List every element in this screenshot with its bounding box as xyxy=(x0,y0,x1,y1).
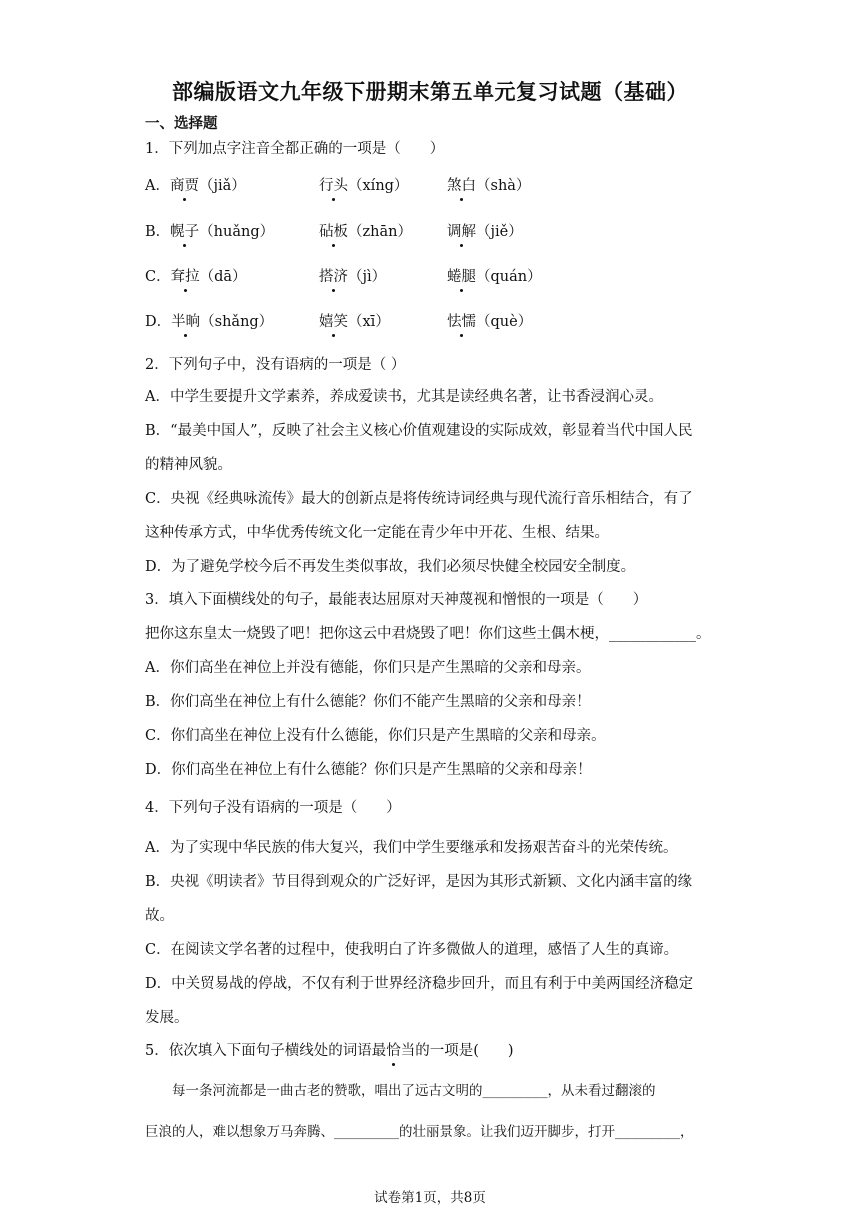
q1-option-dot: 调解 xyxy=(447,224,476,240)
q1-option-b-item-1 xyxy=(145,222,274,242)
q3-option-b: B．你们高坐在神位上有什么德能？你们不能产生黑暗的父亲和母亲！ xyxy=(145,694,591,710)
q2-option-c-line2: 这种传承方式，中华优秀传统文化一定能在青少年中开花、生根、结果。 xyxy=(145,525,609,541)
section-heading: 一、选择题 xyxy=(145,116,218,132)
q4-option-b-line1: B．央视《明读者》节目得到观众的广泛好评，是因为其形式新颖、文化内涵丰富的缘 xyxy=(145,874,693,890)
q1-option-post: （què） xyxy=(476,314,533,330)
q1-option-dot: 怯懦 xyxy=(447,314,476,330)
q1-option-post: （xíng） xyxy=(348,178,409,194)
q1-option-a-item-3 xyxy=(447,176,530,196)
q3-quote: 把你这东皇太一烧毁了吧！把你这云中君烧毁了吧！你们这些土偶木梗，____________。 xyxy=(145,626,711,642)
q1-option-a-item-2 xyxy=(319,176,408,196)
q4-option-d-line2: 发展。 xyxy=(145,1010,189,1026)
q5-passage-line2: 巨浪的人，难以想象万马奔腾、________的壮丽景象。让我们迈开脚步，打开________， xyxy=(145,1124,694,1140)
q1-stem: 1．下列加点字注音全都正确的一项是（ ） xyxy=(145,141,445,157)
q1-option-post: （jì） xyxy=(348,269,387,285)
q4-option-a: A．为了实现中华民族的伟大复兴，我们中学生要继承和发扬艰苦奋斗的光荣传统。 xyxy=(145,840,678,856)
q1-option-pre: C． xyxy=(145,269,171,285)
q1-option-dot: 耷拉 xyxy=(170,269,200,285)
q1-option-dot: 嬉笑 xyxy=(319,314,348,330)
q2-option-a: A．中学生要提升文学素养，养成爱读书，尤其是读经典名著，让书香浸润心灵。 xyxy=(145,389,663,405)
q1-option-post: （dā） xyxy=(199,269,247,285)
q1-option-post: （jiǎ） xyxy=(198,178,246,194)
page-title: 部编版语文九年级下册期末第五单元复习试题（基础） xyxy=(172,80,688,104)
q2-stem: 2．下列句子中，没有语病的一项是（ ） xyxy=(145,357,406,373)
q2-option-d: D．为了避免学校今后不再发生类似事故，我们必须尽快健全校园安全制度。 xyxy=(145,559,636,575)
q1-option-post: （shǎng） xyxy=(200,314,274,330)
q1-option-dot: 商贾 xyxy=(169,178,199,194)
q3-option-d: D．你们高坐在神位上有什么德能？你们只是产生黑暗的父亲和母亲！ xyxy=(145,762,592,778)
q2-option-c-line1: C．央视《经典咏流传》最大的创新点是将传统诗词经典与现代流行音乐相结合，有了 xyxy=(145,491,693,507)
q1-option-dot: 行头 xyxy=(319,178,348,194)
q2-option-b-line1: B．“最美中国人”，反映了社会主义核心价值观建设的实际成效，彰显着当代中国人民 xyxy=(145,423,693,439)
q1-option-post: （jiě） xyxy=(476,224,523,240)
q1-option-c-item-1 xyxy=(145,267,247,287)
q1-option-post: （quán） xyxy=(476,269,542,285)
q1-option-dot: 砧板 xyxy=(319,224,348,240)
q1-option-pre: A． xyxy=(145,178,170,194)
q5-stem-dotted: 恰 xyxy=(386,1043,401,1059)
q3-option-c: C．你们高坐在神位上没有什么德能，你们只是产生黑暗的父亲和母亲。 xyxy=(145,728,606,744)
q1-option-post: （xī） xyxy=(348,314,390,330)
q5-stem-post: 当的一项是( ) xyxy=(400,1043,514,1059)
q1-option-b-item-2 xyxy=(319,222,412,242)
q1-option-c-item-3 xyxy=(447,267,542,287)
q4-option-c: C．在阅读文学名著的过程中，使我明白了许多微做人的道理，感悟了人生的真谛。 xyxy=(145,942,679,958)
q1-option-pre: D． xyxy=(145,314,172,330)
q1-option-d-item-3 xyxy=(447,312,532,332)
q5-passage-line1: 每一条河流都是一曲古老的赞歌，唱出了远古文明的________，从未看过翻滚的 xyxy=(145,1083,656,1099)
q1-option-dot: 半晌 xyxy=(171,314,201,330)
q1-option-a-item-1 xyxy=(145,176,246,196)
q3-option-a: A．你们高坐在神位上并没有德能，你们只是产生黑暗的父亲和母亲。 xyxy=(145,660,591,676)
q1-option-post: （shà） xyxy=(476,178,531,194)
q1-option-d-item-1 xyxy=(145,312,273,332)
q4-option-d-line1: D．中关贸易战的停战，不仅有利于世界经济稳步回升，而且有利于中美两国经济稳定 xyxy=(145,976,694,992)
q2-option-b-line2: 的精神风貌。 xyxy=(145,457,232,473)
q1-option-dot: 蜷腿 xyxy=(447,269,476,285)
q5-stem-pre: 5．依次填入下面句子横线处的词语最 xyxy=(145,1043,387,1059)
q1-option-post: （zhān） xyxy=(348,224,412,240)
q1-option-post: （huǎng） xyxy=(199,224,275,240)
q5-stem xyxy=(145,1041,514,1061)
q1-option-pre: B． xyxy=(145,224,171,240)
q1-option-dot: 幌子 xyxy=(170,224,200,240)
q1-option-d-item-2 xyxy=(319,312,390,332)
q1-option-dot: 煞白 xyxy=(447,178,476,194)
q4-stem: 4．下列句子没有语病的一项是（ ） xyxy=(145,800,401,816)
q4-option-b-line2: 故。 xyxy=(145,908,174,924)
q1-option-c-item-2 xyxy=(319,267,386,287)
q1-option-b-item-3 xyxy=(447,222,523,242)
q1-option-dot: 搭济 xyxy=(319,269,348,285)
page-footer: 试卷第1页，共8页 xyxy=(374,1190,486,1206)
q3-stem: 3．填入下面横线处的句子，最能表达屈原对天神蔑视和憎恨的一项是（ ） xyxy=(145,592,648,608)
